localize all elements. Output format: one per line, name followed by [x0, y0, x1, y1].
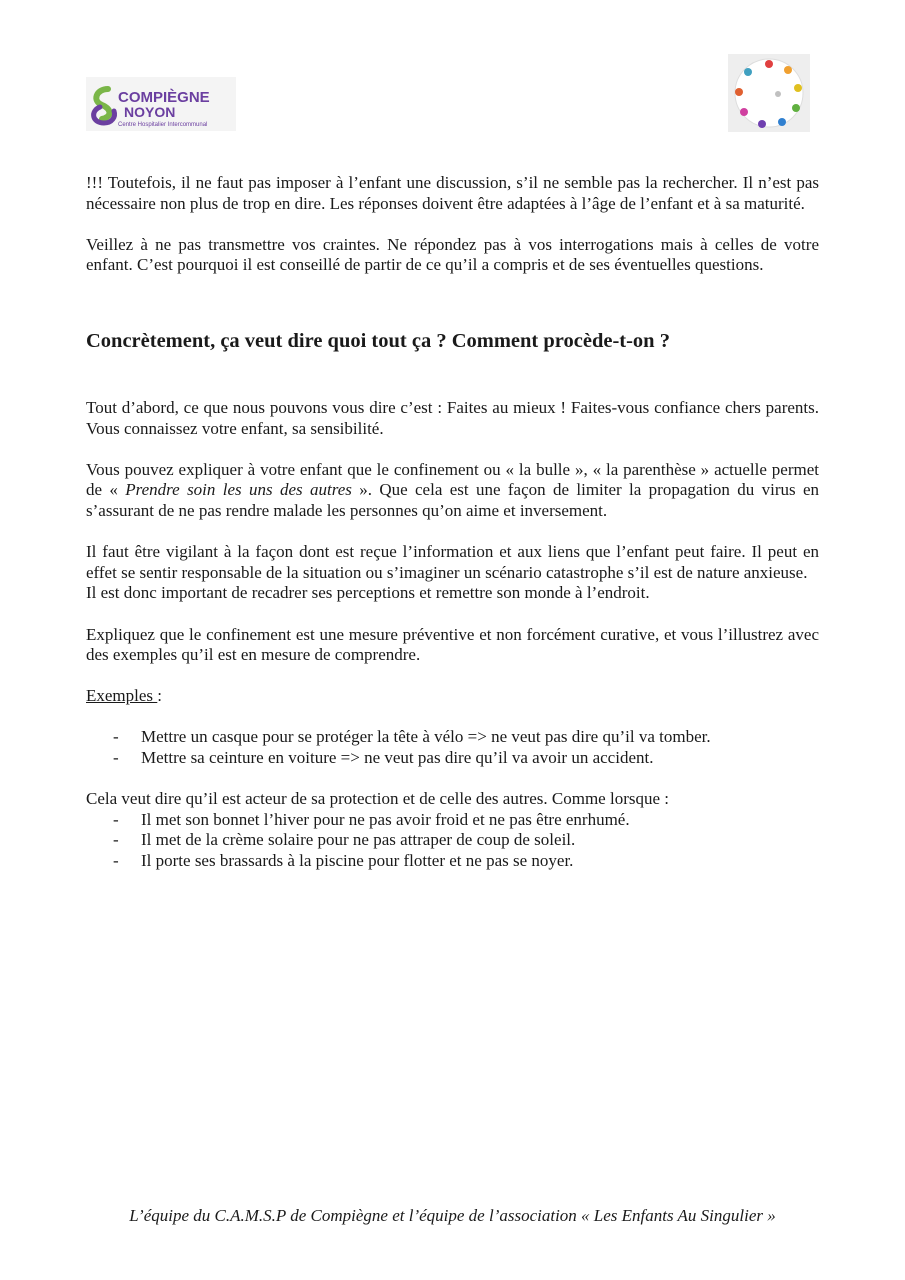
list-item-text: Il met de la crème solaire pour ne pas attraper de coup de soleil.: [141, 830, 576, 850]
hand-mark: [794, 84, 802, 92]
examples-label: [86, 686, 819, 707]
hand-mark: [744, 68, 752, 76]
examples-list: [86, 727, 819, 768]
examples-label-colon: :: [157, 686, 163, 706]
confinement-text-start: Vous pouvez expliquer à votre enfant que le confinement ou « la bulle », « la parenthèse » actuelle permet de «: [86, 459, 819, 500]
paragraph-do-your-best: Tout d’abord, ce que nous pouvons vous dire c’est : Faites au mieux ! Faites-vous confiance chers parents. Vous connaissez votre enfant, sa sensibilité.: [86, 397, 819, 438]
paragraph-confinement: [86, 460, 819, 522]
logo-swirl-green: [96, 89, 109, 119]
hand-mark: [765, 60, 773, 68]
paragraph-vigilance: Il faut être vigilant à la façon dont est reçue l’information et aux liens que l’enfant peut faire. Il peut en effet se sentir responsable de la situation ou s’imaginer un scénario catastrophe s’il est de nature anxieuse.: [86, 542, 819, 582]
list-item: [86, 727, 819, 748]
hand-mark: [792, 104, 800, 112]
logo-text-line1: COMPIÈGNE: [118, 89, 210, 106]
hand-mark: [784, 66, 792, 74]
association-logo: [728, 54, 810, 132]
page-footer: L’équipe du C.A.M.S.P de Compiègne et l’équipe de l’association « Les Enfants Au Singulier »: [129, 1206, 776, 1225]
dash-marker: -: [113, 748, 119, 768]
logo-text-line2: NOYON: [124, 104, 176, 120]
list-item: [86, 810, 819, 831]
hand-mark: [778, 118, 786, 126]
hospital-logo: [86, 77, 236, 131]
dash-marker: -: [113, 830, 119, 850]
dash-marker: -: [113, 727, 119, 747]
list-item: [86, 851, 819, 872]
list-item-text: Mettre sa ceinture en voiture => ne veut pas dire qu’il va avoir un accident.: [141, 748, 654, 768]
list-item: [86, 830, 819, 851]
hand-mark: [758, 120, 766, 128]
paragraph-warning: !!! Toutefois, il ne faut pas imposer à l’enfant une discussion, s’il ne semble pas la rechercher. Il n’est pas nécessaire non plus de trop en dire. Les réponses doivent être adaptées à l’âge de l’enfant et à sa maturité.: [86, 173, 819, 213]
list-item-text: Il met son bonnet l’hiver pour ne pas avoir froid et ne pas être enrhumé.: [141, 809, 630, 829]
dash-marker: -: [113, 851, 119, 871]
confinement-quote: Prendre soin les uns des autres: [125, 480, 352, 500]
hand-mark: [775, 91, 781, 97]
section-heading: Concrètement, ça veut dire quoi tout ça ? Comment procède-t-on ?: [86, 329, 670, 352]
confinement-text-end: ». Que cela est une façon de limiter la propagation du virus en s’assurant de ne pas rendre malade les personnes qu’on aime et inversement.: [86, 480, 819, 520]
paragraph-preventive: Expliquez que le confinement est une mesure préventive et non forcément curative, et vous l’illustrez avec des exemples qu’il est en mesure de comprendre.: [86, 624, 819, 665]
list-item-text: Mettre un casque pour se protéger la tête à vélo => ne veut pas dire qu’il va tomber.: [141, 727, 711, 747]
paragraph-actor: Cela veut dire qu’il est acteur de sa protection et de celle des autres. Comme lorsque :: [86, 789, 669, 809]
dash-marker: -: [113, 809, 119, 829]
examples-label-text: Exemples: [86, 686, 158, 706]
list-item-text: Il porte ses brassards à la piscine pour flotter et ne pas se noyer.: [141, 851, 574, 871]
logo-text-line3: Centre Hospitalier Intercommunal: [118, 122, 208, 128]
hand-mark: [735, 88, 743, 96]
actor-list: [86, 810, 819, 872]
document-body: [86, 173, 819, 872]
list-item: [86, 748, 819, 769]
paragraph-fears: Veillez à ne pas transmettre vos craintes. Ne répondez pas à vos interrogations mais à celles de votre enfant. C’est pourquoi il est conseillé de partir de ce qu’il a compris et de ses éventuelles questions.: [86, 234, 819, 275]
paragraph-reframe: Il est donc important de recadrer ses perceptions et remettre son monde à l’endroit.: [86, 583, 650, 603]
hand-mark: [740, 108, 748, 116]
